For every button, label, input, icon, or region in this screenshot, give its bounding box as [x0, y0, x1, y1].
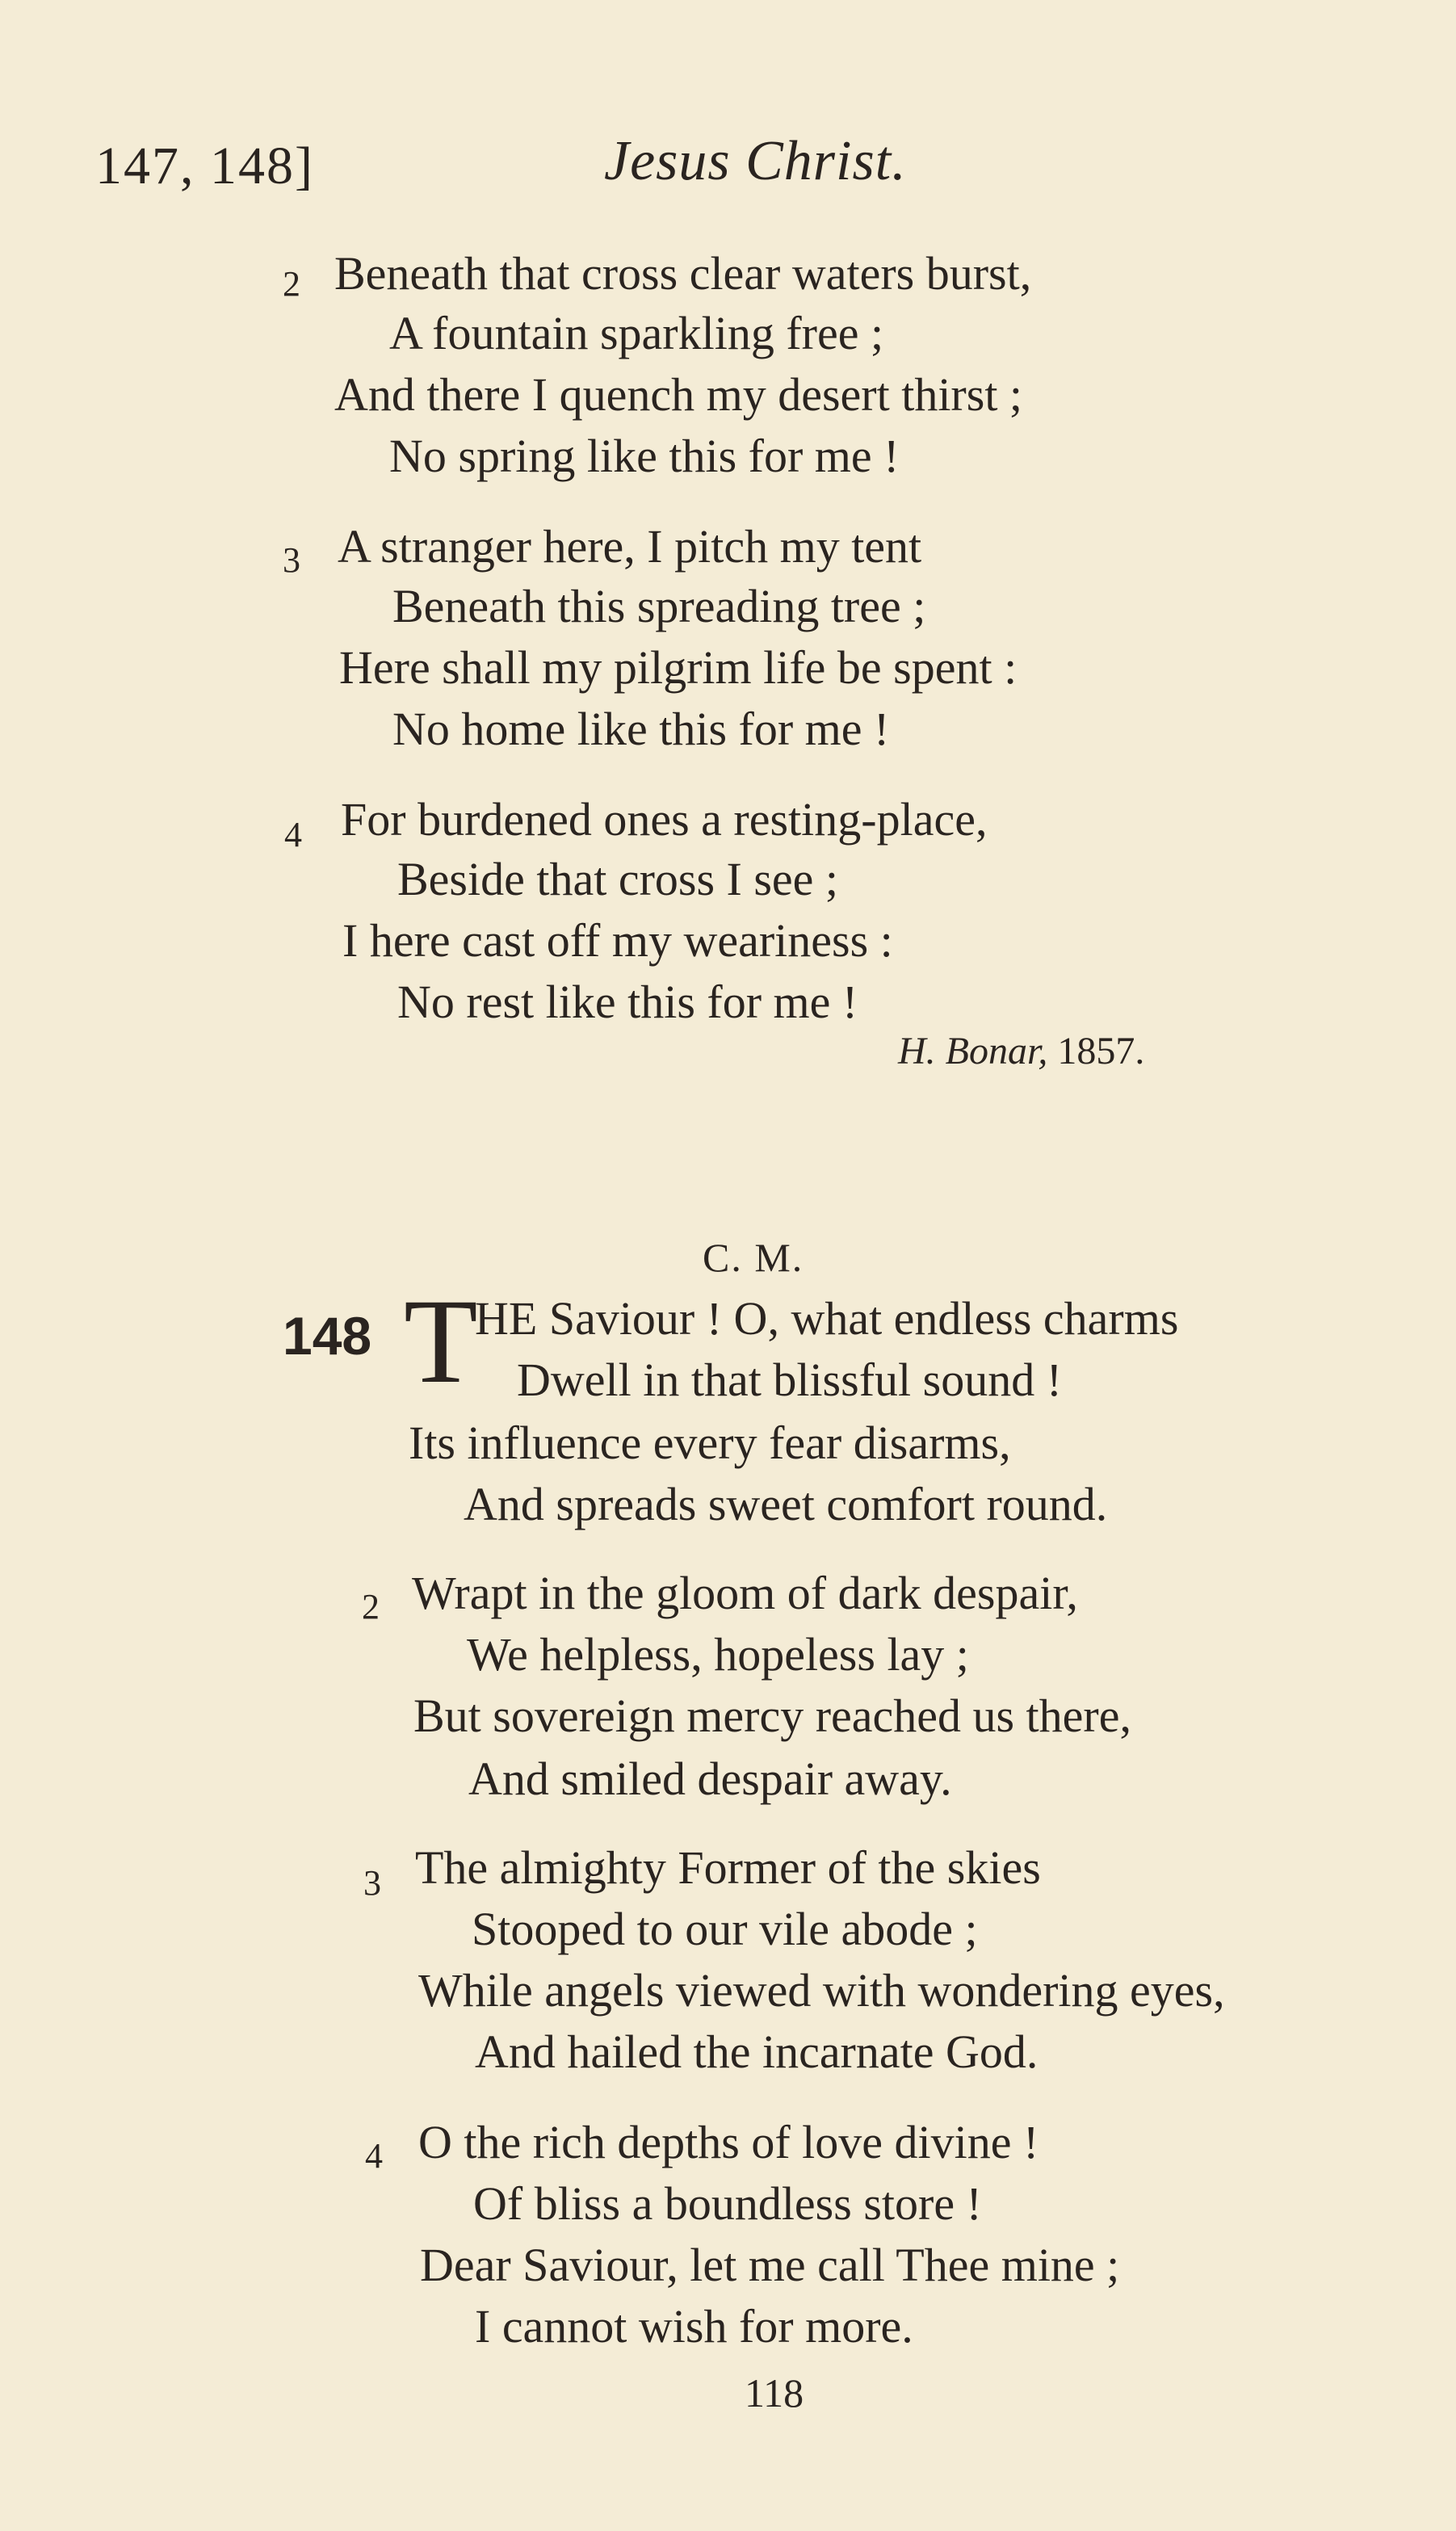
verse-line: O the rich depths of love divine ! — [418, 2116, 1039, 2168]
verse-line: But sovereign mercy reached us there, — [413, 1689, 1131, 1742]
verse-line: And hailed the incarnate God. — [475, 2025, 1039, 2078]
verse-line: Here shall my pilgrim life be spent : — [339, 641, 1018, 694]
verse-number: 3 — [283, 540, 300, 580]
verse-line: No rest like this for me ! — [397, 976, 858, 1028]
verse-number: 2 — [283, 264, 300, 304]
verse-line: Beneath that cross clear waters burst, — [334, 247, 1032, 300]
verse-line: Wrapt in the gloom of dark despair, — [412, 1567, 1078, 1619]
verse-number: 4 — [284, 815, 302, 854]
verse-line: For burdened ones a resting-place, — [341, 793, 988, 846]
verse-line: I here cast off my weariness : — [342, 914, 893, 967]
verse-line: A stranger here, I pitch my tent — [338, 520, 922, 573]
verse-line: A fountain sparkling free ; — [389, 307, 884, 359]
meter-label: C. M. — [703, 1235, 804, 1280]
verse-line: And there I quench my desert thirst ; — [334, 368, 1023, 421]
verse-line: And spreads sweet comfort round. — [464, 1478, 1108, 1530]
author-attribution — [898, 1029, 1144, 1073]
verse-line: Dwell in that blissful sound ! — [517, 1354, 1063, 1406]
verse-line: Beside that cross I see ; — [397, 853, 839, 905]
verse-line: The almighty Former of the skies — [415, 1841, 1041, 1894]
drop-cap: T — [404, 1274, 478, 1408]
verse-number: 4 — [365, 2136, 383, 2176]
section-title: Jesus Christ. — [604, 130, 907, 192]
verse-number: 3 — [363, 1863, 381, 1903]
verse-line: Stooped to our vile abode ; — [472, 1903, 978, 1955]
verse-line: No spring like this for me ! — [389, 430, 900, 482]
hymn-number: 148 — [283, 1306, 372, 1366]
verse-number: 2 — [362, 1587, 380, 1626]
verse-line: Dear Saviour, let me call Thee mine ; — [420, 2239, 1120, 2291]
page-number: 118 — [745, 2370, 804, 2416]
hymn-range: 147, 148] — [95, 136, 314, 195]
verse-line: HE Saviour ! O, what endless charms — [475, 1292, 1179, 1345]
verse-line: We helpless, hopeless lay ; — [467, 1628, 969, 1681]
verse-line: I cannot wish for more. — [475, 2300, 913, 2353]
verse-line: While angels viewed with wondering eyes, — [418, 1964, 1225, 2017]
verse-line: No home like this for me ! — [392, 703, 890, 755]
verse-line: Of bliss a boundless store ! — [473, 2177, 982, 2230]
verse-line: And smiled despair away. — [468, 1752, 952, 1805]
author-name: H. Bonar, — [898, 1030, 1048, 1072]
author-year: 1857. — [1057, 1030, 1145, 1072]
verse-line: Its influence every fear disarms, — [409, 1417, 1011, 1469]
verse-line: Beneath this spreading tree ; — [392, 580, 926, 632]
